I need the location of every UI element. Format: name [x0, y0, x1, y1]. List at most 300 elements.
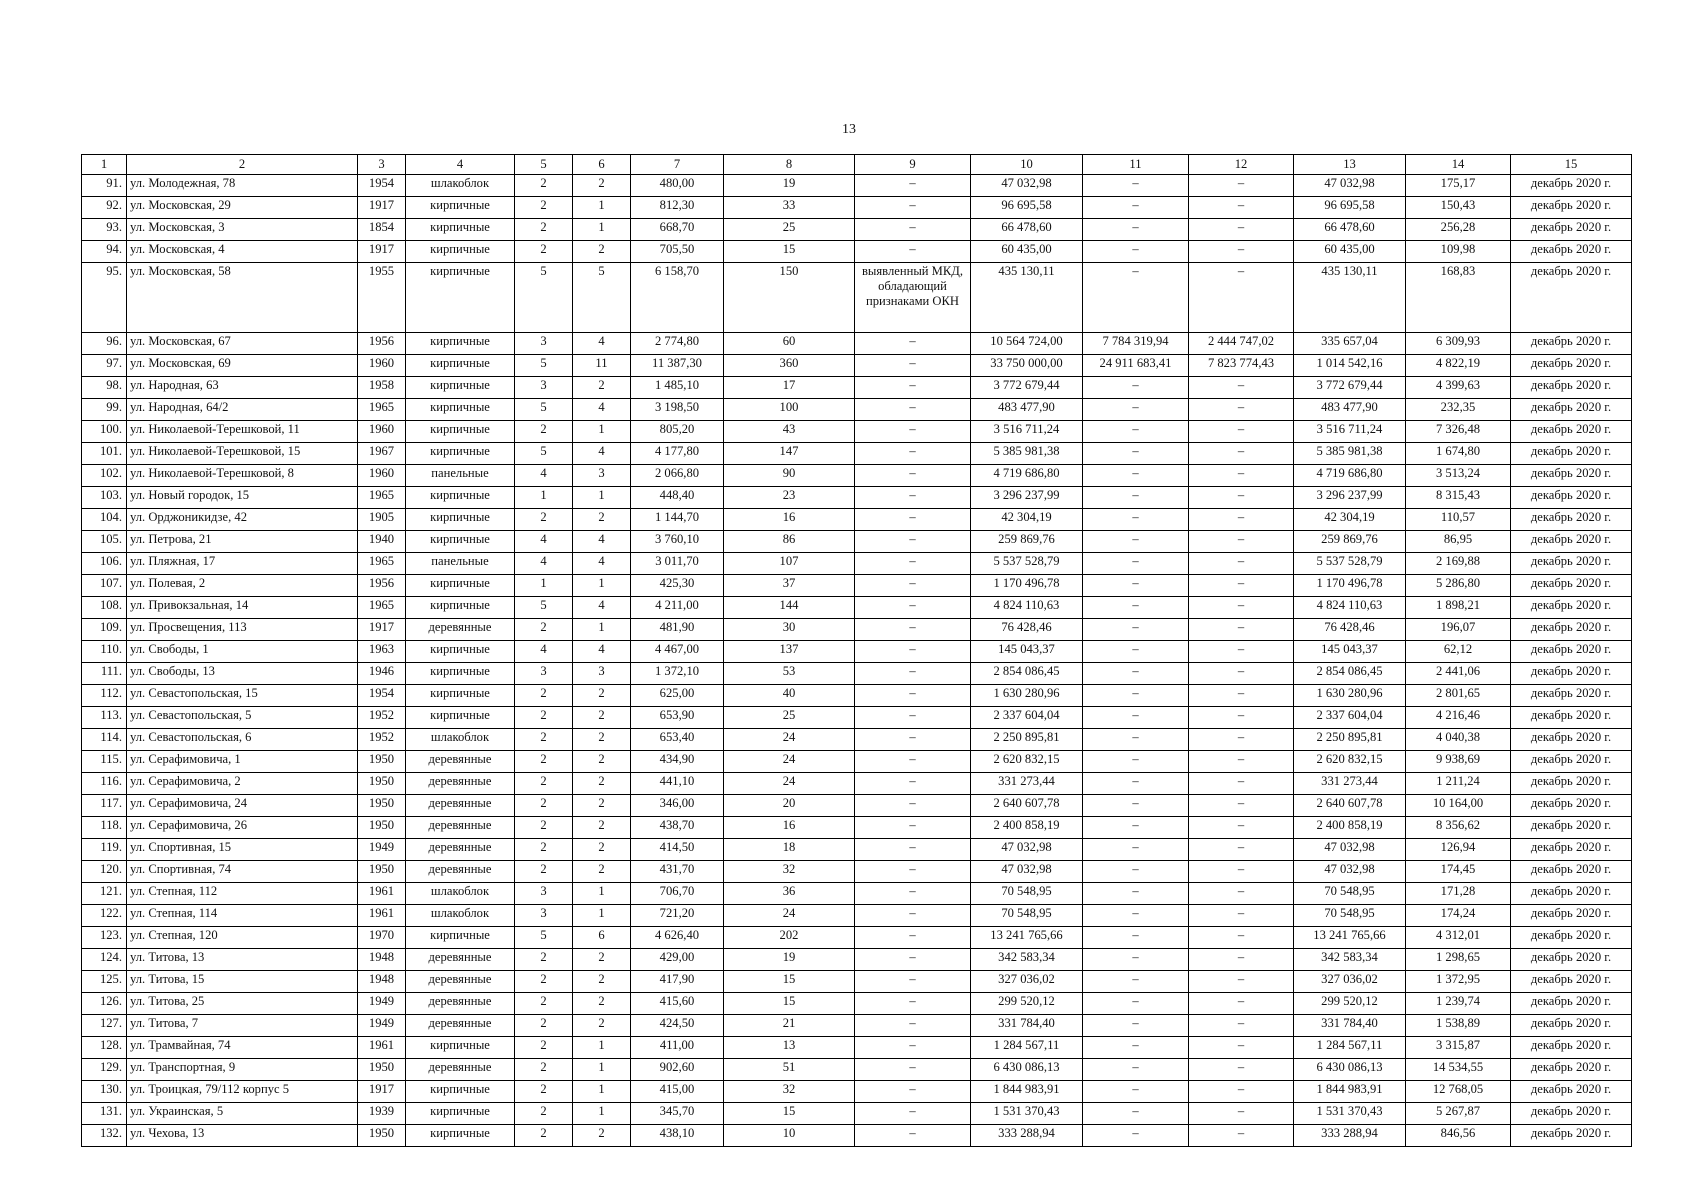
cell-wall-material: шлакоблок: [406, 883, 515, 905]
cell-build-year: 1961: [358, 905, 406, 927]
cell-fund-cost: –: [1083, 399, 1189, 421]
cell-owners-cost: 342 583,34: [1294, 949, 1406, 971]
cell-okn-status: –: [855, 817, 971, 839]
cell-address: ул. Привокзальная, 14: [127, 597, 358, 619]
cell-owners-cost: 47 032,98: [1294, 861, 1406, 883]
cell-area: 4 467,00: [631, 641, 724, 663]
cell-row-number: 113.: [82, 707, 127, 729]
cell-okn-status: –: [855, 663, 971, 685]
cell-wall-material: кирпичные: [406, 1037, 515, 1059]
cell-address: ул. Пляжная, 17: [127, 553, 358, 575]
cell-total-cost: 96 695,58: [971, 197, 1083, 219]
cell-wall-material: кирпичные: [406, 575, 515, 597]
cell-row-number: 99.: [82, 399, 127, 421]
cell-area: 1 144,70: [631, 509, 724, 531]
cell-fund-cost: –: [1083, 219, 1189, 241]
cell-deadline: декабрь 2020 г.: [1511, 509, 1632, 531]
cell-region-cost: –: [1189, 241, 1294, 263]
table-row: [82, 795, 1632, 817]
cell-region-cost: –: [1189, 839, 1294, 861]
cell-residents: 150: [724, 263, 855, 333]
cell-area: 625,00: [631, 685, 724, 707]
cell-owners-cost: 70 548,95: [1294, 905, 1406, 927]
cell-region-cost: –: [1189, 861, 1294, 883]
cell-row-number: 94.: [82, 241, 127, 263]
cell-owners-cost: 13 241 765,66: [1294, 927, 1406, 949]
cell-floors: 2: [515, 817, 573, 839]
cell-deadline: декабрь 2020 г.: [1511, 465, 1632, 487]
cell-row-number: 100.: [82, 421, 127, 443]
cell-owners-cost: 76 428,46: [1294, 619, 1406, 641]
cell-fund-cost: –: [1083, 707, 1189, 729]
cell-region-cost: –: [1189, 905, 1294, 927]
cell-total-cost: 327 036,02: [971, 971, 1083, 993]
cell-cost-per-sqm: 86,95: [1406, 531, 1511, 553]
cell-deadline: декабрь 2020 г.: [1511, 707, 1632, 729]
cell-area: 346,00: [631, 795, 724, 817]
cell-okn-status: –: [855, 355, 971, 377]
table-row: [82, 1015, 1632, 1037]
cell-okn-status: –: [855, 597, 971, 619]
cell-total-cost: 333 288,94: [971, 1125, 1083, 1147]
column-header-7: 7: [631, 155, 724, 175]
cell-row-number: 125.: [82, 971, 127, 993]
cell-residents: 24: [724, 729, 855, 751]
cell-wall-material: кирпичные: [406, 263, 515, 333]
cell-owners-cost: 3 772 679,44: [1294, 377, 1406, 399]
cell-owners-cost: 3 516 711,24: [1294, 421, 1406, 443]
cell-residents: 24: [724, 773, 855, 795]
cell-region-cost: –: [1189, 971, 1294, 993]
cell-deadline: декабрь 2020 г.: [1511, 443, 1632, 465]
cell-owners-cost: 5 385 981,38: [1294, 443, 1406, 465]
cell-owners-cost: 299 520,12: [1294, 993, 1406, 1015]
cell-entrances: 1: [573, 883, 631, 905]
cell-row-number: 96.: [82, 333, 127, 355]
cell-entrances: 2: [573, 241, 631, 263]
cell-fund-cost: –: [1083, 883, 1189, 905]
cell-row-number: 123.: [82, 927, 127, 949]
cell-cost-per-sqm: 175,17: [1406, 175, 1511, 197]
cell-cost-per-sqm: 4 822,19: [1406, 355, 1511, 377]
cell-entrances: 1: [573, 219, 631, 241]
cell-build-year: 1950: [358, 773, 406, 795]
cell-row-number: 97.: [82, 355, 127, 377]
cell-area: 1 372,10: [631, 663, 724, 685]
column-header-15: 15: [1511, 155, 1632, 175]
cell-region-cost: 7 823 774,43: [1189, 355, 1294, 377]
cell-build-year: 1965: [358, 487, 406, 509]
cell-region-cost: –: [1189, 685, 1294, 707]
cell-floors: 2: [515, 421, 573, 443]
cell-total-cost: 145 043,37: [971, 641, 1083, 663]
cell-residents: 32: [724, 861, 855, 883]
cell-fund-cost: –: [1083, 729, 1189, 751]
cell-floors: 3: [515, 377, 573, 399]
cell-floors: 2: [515, 1081, 573, 1103]
cell-area: 706,70: [631, 883, 724, 905]
cell-region-cost: –: [1189, 443, 1294, 465]
cell-owners-cost: 331 784,40: [1294, 1015, 1406, 1037]
cell-entrances: 2: [573, 839, 631, 861]
cell-cost-per-sqm: 168,83: [1406, 263, 1511, 333]
table-row: [82, 241, 1632, 263]
cell-area: 3 011,70: [631, 553, 724, 575]
cell-deadline: декабрь 2020 г.: [1511, 597, 1632, 619]
cell-deadline: декабрь 2020 г.: [1511, 1059, 1632, 1081]
cell-region-cost: –: [1189, 1103, 1294, 1125]
cell-wall-material: шлакоблок: [406, 729, 515, 751]
cell-owners-cost: 2 640 607,78: [1294, 795, 1406, 817]
table-row: [82, 1037, 1632, 1059]
cell-total-cost: 2 400 858,19: [971, 817, 1083, 839]
cell-total-cost: 70 548,95: [971, 883, 1083, 905]
cell-row-number: 127.: [82, 1015, 127, 1037]
cell-wall-material: деревянные: [406, 971, 515, 993]
cell-residents: 20: [724, 795, 855, 817]
cell-owners-cost: 4 824 110,63: [1294, 597, 1406, 619]
cell-deadline: декабрь 2020 г.: [1511, 333, 1632, 355]
cell-address: ул. Орджоникидзе, 42: [127, 509, 358, 531]
cell-okn-status: –: [855, 575, 971, 597]
cell-cost-per-sqm: 62,12: [1406, 641, 1511, 663]
cell-wall-material: кирпичные: [406, 1103, 515, 1125]
cell-fund-cost: –: [1083, 553, 1189, 575]
cell-owners-cost: 1 531 370,43: [1294, 1103, 1406, 1125]
cell-owners-cost: 47 032,98: [1294, 839, 1406, 861]
cell-address: ул. Спортивная, 74: [127, 861, 358, 883]
cell-owners-cost: 2 400 858,19: [1294, 817, 1406, 839]
cell-residents: 51: [724, 1059, 855, 1081]
cell-deadline: декабрь 2020 г.: [1511, 773, 1632, 795]
cell-area: 438,10: [631, 1125, 724, 1147]
cell-cost-per-sqm: 232,35: [1406, 399, 1511, 421]
cell-floors: 5: [515, 355, 573, 377]
cell-owners-cost: 2 854 086,45: [1294, 663, 1406, 685]
cell-wall-material: кирпичные: [406, 399, 515, 421]
cell-deadline: декабрь 2020 г.: [1511, 1015, 1632, 1037]
housing-register-table: [81, 154, 1632, 1147]
cell-region-cost: –: [1189, 641, 1294, 663]
cell-row-number: 126.: [82, 993, 127, 1015]
cell-entrances: 1: [573, 1059, 631, 1081]
cell-okn-status: –: [855, 773, 971, 795]
cell-entrances: 2: [573, 817, 631, 839]
cell-cost-per-sqm: 8 315,43: [1406, 487, 1511, 509]
cell-row-number: 124.: [82, 949, 127, 971]
cell-floors: 4: [515, 531, 573, 553]
cell-address: ул. Серафимовича, 26: [127, 817, 358, 839]
cell-build-year: 1956: [358, 333, 406, 355]
cell-residents: 13: [724, 1037, 855, 1059]
cell-total-cost: 331 784,40: [971, 1015, 1083, 1037]
cell-address: ул. Степная, 120: [127, 927, 358, 949]
cell-residents: 25: [724, 707, 855, 729]
cell-total-cost: 483 477,90: [971, 399, 1083, 421]
cell-deadline: декабрь 2020 г.: [1511, 1103, 1632, 1125]
cell-fund-cost: –: [1083, 1037, 1189, 1059]
column-number-row: [82, 155, 1632, 175]
cell-build-year: 1955: [358, 263, 406, 333]
cell-cost-per-sqm: 2 169,88: [1406, 553, 1511, 575]
table-row: [82, 663, 1632, 685]
table-row: [82, 773, 1632, 795]
column-header-14: 14: [1406, 155, 1511, 175]
cell-residents: 21: [724, 1015, 855, 1037]
cell-entrances: 2: [573, 861, 631, 883]
cell-wall-material: кирпичные: [406, 597, 515, 619]
table-row: [82, 465, 1632, 487]
table-row: [82, 1059, 1632, 1081]
cell-total-cost: 5 385 981,38: [971, 443, 1083, 465]
cell-cost-per-sqm: 14 534,55: [1406, 1059, 1511, 1081]
table-row: [82, 729, 1632, 751]
cell-deadline: декабрь 2020 г.: [1511, 751, 1632, 773]
cell-okn-status: –: [855, 487, 971, 509]
cell-cost-per-sqm: 9 938,69: [1406, 751, 1511, 773]
cell-region-cost: –: [1189, 817, 1294, 839]
cell-cost-per-sqm: 1 298,65: [1406, 949, 1511, 971]
table-row: [82, 421, 1632, 443]
cell-owners-cost: 259 869,76: [1294, 531, 1406, 553]
cell-deadline: декабрь 2020 г.: [1511, 905, 1632, 927]
cell-area: 411,00: [631, 1037, 724, 1059]
cell-row-number: 114.: [82, 729, 127, 751]
cell-floors: 2: [515, 509, 573, 531]
cell-entrances: 1: [573, 421, 631, 443]
cell-deadline: декабрь 2020 г.: [1511, 839, 1632, 861]
table-body: [82, 175, 1632, 1147]
cell-deadline: декабрь 2020 г.: [1511, 1037, 1632, 1059]
cell-region-cost: –: [1189, 377, 1294, 399]
cell-deadline: декабрь 2020 г.: [1511, 553, 1632, 575]
cell-floors: 5: [515, 263, 573, 333]
cell-region-cost: –: [1189, 795, 1294, 817]
cell-wall-material: панельные: [406, 465, 515, 487]
cell-region-cost: –: [1189, 1059, 1294, 1081]
cell-build-year: 1965: [358, 399, 406, 421]
cell-build-year: 1917: [358, 197, 406, 219]
cell-address: ул. Народная, 64/2: [127, 399, 358, 421]
cell-cost-per-sqm: 2 441,06: [1406, 663, 1511, 685]
cell-wall-material: кирпичные: [406, 377, 515, 399]
cell-build-year: 1946: [358, 663, 406, 685]
cell-region-cost: –: [1189, 1015, 1294, 1037]
cell-area: 415,00: [631, 1081, 724, 1103]
cell-owners-cost: 6 430 086,13: [1294, 1059, 1406, 1081]
cell-okn-status: –: [855, 751, 971, 773]
cell-deadline: декабрь 2020 г.: [1511, 971, 1632, 993]
table-row: [82, 531, 1632, 553]
table-row: [82, 619, 1632, 641]
cell-address: ул. Николаевой-Терешковой, 15: [127, 443, 358, 465]
cell-entrances: 3: [573, 663, 631, 685]
cell-area: 429,00: [631, 949, 724, 971]
cell-residents: 10: [724, 1125, 855, 1147]
cell-total-cost: 10 564 724,00: [971, 333, 1083, 355]
column-header-1: 1: [82, 155, 127, 175]
cell-residents: 86: [724, 531, 855, 553]
cell-deadline: декабрь 2020 г.: [1511, 861, 1632, 883]
cell-area: 3 760,10: [631, 531, 724, 553]
cell-owners-cost: 327 036,02: [1294, 971, 1406, 993]
cell-build-year: 1950: [358, 1125, 406, 1147]
table-row: [82, 377, 1632, 399]
cell-wall-material: кирпичные: [406, 443, 515, 465]
cell-residents: 100: [724, 399, 855, 421]
cell-address: ул. Николаевой-Терешковой, 11: [127, 421, 358, 443]
cell-deadline: декабрь 2020 г.: [1511, 241, 1632, 263]
cell-residents: 15: [724, 1103, 855, 1125]
cell-fund-cost: –: [1083, 685, 1189, 707]
cell-entrances: 1: [573, 1037, 631, 1059]
table-row: [82, 839, 1632, 861]
cell-cost-per-sqm: 196,07: [1406, 619, 1511, 641]
cell-deadline: декабрь 2020 г.: [1511, 795, 1632, 817]
cell-residents: 24: [724, 905, 855, 927]
cell-cost-per-sqm: 3 513,24: [1406, 465, 1511, 487]
cell-residents: 43: [724, 421, 855, 443]
cell-region-cost: –: [1189, 197, 1294, 219]
table-row: [82, 487, 1632, 509]
cell-entrances: 3: [573, 465, 631, 487]
cell-cost-per-sqm: 174,45: [1406, 861, 1511, 883]
cell-owners-cost: 47 032,98: [1294, 175, 1406, 197]
cell-area: 415,60: [631, 993, 724, 1015]
cell-okn-status: –: [855, 175, 971, 197]
cell-floors: 3: [515, 663, 573, 685]
cell-wall-material: деревянные: [406, 1015, 515, 1037]
cell-cost-per-sqm: 1 674,80: [1406, 443, 1511, 465]
cell-owners-cost: 335 657,04: [1294, 333, 1406, 355]
cell-fund-cost: –: [1083, 575, 1189, 597]
cell-residents: 18: [724, 839, 855, 861]
cell-wall-material: кирпичные: [406, 333, 515, 355]
cell-owners-cost: 331 273,44: [1294, 773, 1406, 795]
cell-total-cost: 47 032,98: [971, 839, 1083, 861]
cell-entrances: 4: [573, 443, 631, 465]
cell-okn-status: выявленный МКД, обладающий признаками ОКН: [855, 263, 971, 333]
cell-entrances: 2: [573, 1015, 631, 1037]
cell-okn-status: –: [855, 1103, 971, 1125]
cell-residents: 15: [724, 993, 855, 1015]
cell-floors: 2: [515, 219, 573, 241]
cell-owners-cost: 435 130,11: [1294, 263, 1406, 333]
cell-wall-material: деревянные: [406, 949, 515, 971]
cell-wall-material: кирпичные: [406, 531, 515, 553]
cell-area: 902,60: [631, 1059, 724, 1081]
cell-region-cost: –: [1189, 619, 1294, 641]
cell-entrances: 4: [573, 641, 631, 663]
cell-fund-cost: –: [1083, 751, 1189, 773]
cell-floors: 2: [515, 1103, 573, 1125]
cell-wall-material: деревянные: [406, 795, 515, 817]
cell-floors: 4: [515, 553, 573, 575]
cell-address: ул. Свободы, 13: [127, 663, 358, 685]
cell-address: ул. Народная, 63: [127, 377, 358, 399]
cell-area: 438,70: [631, 817, 724, 839]
cell-okn-status: –: [855, 1037, 971, 1059]
cell-residents: 24: [724, 751, 855, 773]
cell-floors: 3: [515, 883, 573, 905]
cell-entrances: 2: [573, 707, 631, 729]
cell-residents: 37: [724, 575, 855, 597]
cell-entrances: 4: [573, 399, 631, 421]
cell-cost-per-sqm: 4 040,38: [1406, 729, 1511, 751]
cell-cost-per-sqm: 1 898,21: [1406, 597, 1511, 619]
cell-okn-status: –: [855, 949, 971, 971]
cell-floors: 2: [515, 729, 573, 751]
cell-region-cost: –: [1189, 927, 1294, 949]
cell-okn-status: –: [855, 883, 971, 905]
cell-address: ул. Троицкая, 79/112 корпус 5: [127, 1081, 358, 1103]
cell-address: ул. Московская, 58: [127, 263, 358, 333]
cell-build-year: 1854: [358, 219, 406, 241]
cell-build-year: 1970: [358, 927, 406, 949]
cell-okn-status: –: [855, 795, 971, 817]
cell-cost-per-sqm: 4 312,01: [1406, 927, 1511, 949]
cell-floors: 2: [515, 839, 573, 861]
cell-area: 2 066,80: [631, 465, 724, 487]
cell-entrances: 4: [573, 333, 631, 355]
cell-region-cost: –: [1189, 993, 1294, 1015]
cell-address: ул. Титова, 7: [127, 1015, 358, 1037]
cell-residents: 16: [724, 817, 855, 839]
cell-address: ул. Московская, 67: [127, 333, 358, 355]
cell-address: ул. Серафимовича, 1: [127, 751, 358, 773]
cell-entrances: 1: [573, 619, 631, 641]
cell-residents: 25: [724, 219, 855, 241]
cell-cost-per-sqm: 1 538,89: [1406, 1015, 1511, 1037]
cell-entrances: 2: [573, 1125, 631, 1147]
cell-row-number: 132.: [82, 1125, 127, 1147]
table-row: [82, 751, 1632, 773]
cell-total-cost: 299 520,12: [971, 993, 1083, 1015]
cell-row-number: 121.: [82, 883, 127, 905]
cell-fund-cost: –: [1083, 443, 1189, 465]
cell-row-number: 107.: [82, 575, 127, 597]
cell-floors: 4: [515, 641, 573, 663]
cell-total-cost: 1 170 496,78: [971, 575, 1083, 597]
cell-okn-status: –: [855, 839, 971, 861]
cell-floors: 2: [515, 993, 573, 1015]
cell-address: ул. Серафимовича, 24: [127, 795, 358, 817]
cell-cost-per-sqm: 150,43: [1406, 197, 1511, 219]
cell-fund-cost: –: [1083, 175, 1189, 197]
cell-wall-material: шлакоблок: [406, 905, 515, 927]
cell-fund-cost: –: [1083, 795, 1189, 817]
cell-residents: 36: [724, 883, 855, 905]
cell-region-cost: –: [1189, 883, 1294, 905]
cell-area: 424,50: [631, 1015, 724, 1037]
cell-floors: 5: [515, 399, 573, 421]
cell-total-cost: 76 428,46: [971, 619, 1083, 641]
cell-deadline: декабрь 2020 г.: [1511, 927, 1632, 949]
cell-total-cost: 47 032,98: [971, 175, 1083, 197]
cell-address: ул. Московская, 3: [127, 219, 358, 241]
cell-residents: 147: [724, 443, 855, 465]
cell-build-year: 1965: [358, 597, 406, 619]
cell-region-cost: –: [1189, 751, 1294, 773]
cell-owners-cost: 333 288,94: [1294, 1125, 1406, 1147]
cell-entrances: 2: [573, 729, 631, 751]
cell-build-year: 1961: [358, 1037, 406, 1059]
cell-address: ул. Титова, 25: [127, 993, 358, 1015]
cell-total-cost: 1 284 567,11: [971, 1037, 1083, 1059]
cell-cost-per-sqm: 6 309,93: [1406, 333, 1511, 355]
cell-region-cost: –: [1189, 487, 1294, 509]
cell-address: ул. Трамвайная, 74: [127, 1037, 358, 1059]
